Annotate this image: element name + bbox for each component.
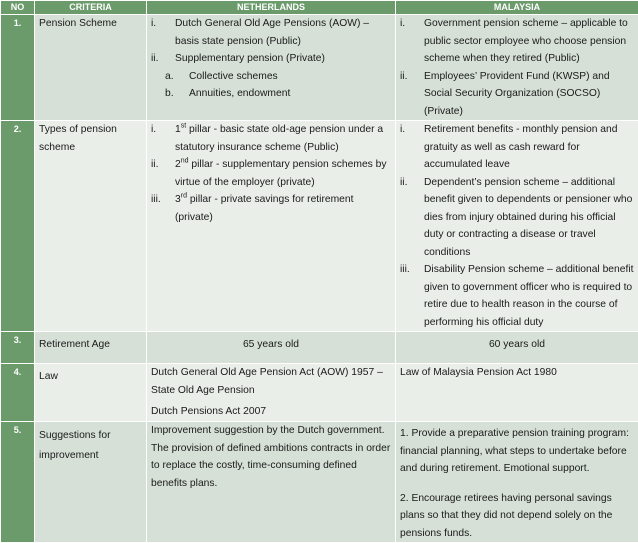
ordinal-suffix: st xyxy=(181,123,186,130)
list-item: Employees’ Provident Fund (KWSP) and Social Security Organization (SOCSO) (Private) xyxy=(424,68,634,121)
header-criteria: CRITERIA xyxy=(35,1,147,15)
list-marker: i. xyxy=(400,15,424,68)
list-marker: i. xyxy=(151,121,175,156)
ordinal-suffix: nd xyxy=(181,158,189,165)
header-no: NO xyxy=(1,1,35,15)
list-marker: i. xyxy=(151,15,175,50)
row-number: 4. xyxy=(1,364,35,422)
row-number: 1. xyxy=(1,15,35,121)
row-number: 5. xyxy=(1,422,35,543)
list-marker: i. xyxy=(400,121,424,174)
item-text: pillar - basic state old-age pension under a statutory insurance scheme (Public) xyxy=(175,124,383,153)
table-row xyxy=(1,15,638,121)
malaysia-cell xyxy=(396,121,638,332)
list-item: Retirement benefits - monthly pension and gratuity as well as cash reward for accumulated leave xyxy=(424,121,634,174)
list-item xyxy=(175,156,391,191)
table-row xyxy=(1,364,638,422)
criteria-cell: Suggestions for improvement xyxy=(35,422,147,543)
list-item: Government pension scheme – applicable to public sector employee who choose pension scheme when they retired (Public) xyxy=(424,15,634,68)
malaysia-cell xyxy=(396,15,638,121)
header-malaysia: MALAYSIA xyxy=(396,1,638,15)
criteria-cell: Pension Scheme xyxy=(35,15,147,121)
list-marker: ii. xyxy=(400,174,424,262)
list-item: Annuities, endowment xyxy=(189,85,290,103)
item-text: pillar - supplementary pension schemes by virtue of the employer (private) xyxy=(175,159,387,188)
ordinal: 1 xyxy=(175,124,181,135)
criteria-cell: Law xyxy=(35,364,147,422)
table-row xyxy=(1,422,638,543)
list-item: Dutch General Old Age Pensions (AOW) – basis state pension (Public) xyxy=(175,15,391,50)
malaysia-cell xyxy=(396,422,638,543)
law-text: Dutch General Old Age Pension Act (AOW) 1957 –State Old Age Pension xyxy=(151,364,391,399)
netherlands-cell xyxy=(147,15,396,121)
list-item: Dependent’s pension scheme – additional benefit given to dependents or pensioner who dies from injury obtained during his official duty or contracting a disease or travel conditions xyxy=(424,174,634,262)
malaysia-cell: 60 years old xyxy=(396,332,638,364)
list-marker: a. xyxy=(165,68,189,86)
list-marker: ii. xyxy=(151,50,175,68)
row-number: 3. xyxy=(1,332,35,364)
ordinal-suffix: rd xyxy=(181,193,187,200)
malaysia-cell: Law of Malaysia Pension Act 1980 xyxy=(396,364,638,422)
list-marker: iii. xyxy=(151,191,175,226)
ordinal: 3 xyxy=(175,194,181,205)
list-marker: ii. xyxy=(400,68,424,121)
list-item xyxy=(175,191,391,226)
criteria-cell: Types of pension scheme xyxy=(35,121,147,332)
header-row xyxy=(1,1,638,15)
list-marker: b. xyxy=(165,85,189,103)
table-row xyxy=(1,332,638,364)
item-text: pillar - private savings for retirement (private) xyxy=(175,194,354,223)
netherlands-cell xyxy=(147,364,396,422)
list-item xyxy=(175,121,391,156)
netherlands-cell: 65 years old xyxy=(147,332,396,364)
law-text: Dutch Pensions Act 2007 xyxy=(151,403,391,421)
header-netherlands: NETHERLANDS xyxy=(147,1,396,15)
suggestion-text: 1. Provide a preparative pension training program: financial planning, what steps to undertake before and during retirement. Emotional support. xyxy=(400,422,634,478)
list-marker: ii. xyxy=(151,156,175,191)
criteria-cell: Retirement Age xyxy=(35,332,147,364)
table-row xyxy=(1,121,638,332)
netherlands-cell xyxy=(147,121,396,332)
list-item: Collective schemes xyxy=(189,68,278,86)
list-item: Supplementary pension (Private) xyxy=(175,50,325,68)
list-marker: iii. xyxy=(400,261,424,331)
ordinal: 2 xyxy=(175,159,181,170)
row-number: 2. xyxy=(1,121,35,332)
netherlands-cell: Improvement suggestion by the Dutch government. The provision of defined ambitions contracts in order to replace the costly, time-consuming defined benefits plans. xyxy=(147,422,396,543)
suggestion-text: 2. Encourage retirees having personal savings plans so that they did not depend solely on the pensions funds. xyxy=(400,490,634,543)
list-item: Disability Pension scheme – additional benefit given to government officer who is required to retire due to health reason in the course of performing his official duty xyxy=(424,261,634,331)
